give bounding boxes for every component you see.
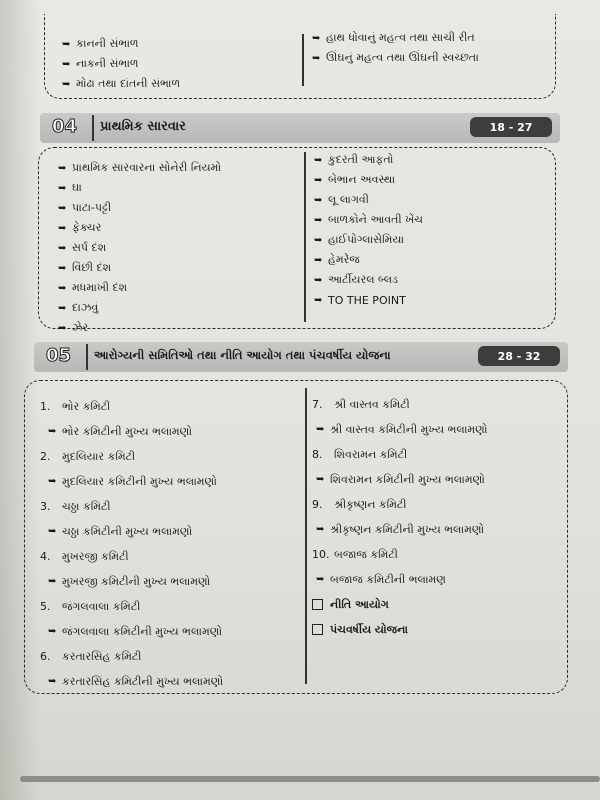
list-item: ➥ હેમરેજ [314,253,360,266]
list-item: ➥ મધમાખી દંશ [58,281,128,294]
committee-item: 5. જંગલવાલા કમિટી [40,599,141,613]
recommendation-item: ➥ જંગલવાલા કમિટીની મુખ્ય ભલામણો [48,624,223,638]
header-divider [86,344,88,370]
list-item: ➥ લૂ લાગવી [314,193,369,206]
committee-item: 6. કરતારસિંહ કમિટી [40,649,142,663]
section-04-divider [304,152,306,322]
list-item: ➥ બેભાન અવસ્થા [314,173,396,186]
recommendation-item: ➥ મુખરજી કમિટીની મુખ્ય ભલામણો [48,574,211,588]
top-left-list [62,34,180,94]
section-05-divider [305,388,307,684]
list-item: ➥ સર્પ દંશ [58,241,107,254]
list-item: ➥ ઊંઘનું મહત્વ તથા ઊંઘની સ્વચ્છતા [312,51,479,64]
recommendation-item: ➥ ભોર કમિટીની મુખ્ય ભલામણો [48,424,193,438]
top-right-list [312,28,479,68]
committee-item: 7. શ્રી વાસ્તવ કમિટી [312,397,410,411]
recommendation-item: ➥ ચઠ્ઠા કમિટીની મુખ્ય ભલામણો [48,524,193,538]
recommendation-item: ➥ કરતારસિંહ કમિટીની મુખ્ય ભલામણો [48,674,224,688]
section-05-left-list [40,394,223,694]
list-item: ➥ પ્રાથમિક સારવારના સોનેરી નિયમો [58,161,222,174]
committee-item: 2. મુદલિયાર કમિટી [40,449,136,463]
top-section-divider [302,34,304,86]
list-item: ➥ ફેક્ચર [58,221,102,234]
committee-item: 1. ભોર કમિટી [40,399,111,413]
checkbox-item: પંચવર્ષીય યોજના [312,617,488,642]
checkbox-icon [312,624,323,635]
section-title: પ્રાથમિક સારવાર [100,119,186,134]
list-item: ➥ બાળકોને આવતી ખેંચ [314,213,423,226]
section-title: આરોગ્યની સમિતિઓ તથા નીતિ આયોગ તથા પંચવર્ષીય યોજના [94,348,391,362]
section-05-header [34,342,568,372]
committee-item: 8. શિવરામન કમિટી [312,447,408,461]
list-item: ➥ હાઈપોગ્લાસેમિયા [314,233,405,246]
list-item: ➥ કાનની સંભાળ [62,37,139,50]
list-item: ➥ ઘા [58,181,82,194]
section-04-header [40,113,560,143]
list-item: ➥ વિંછી દંશ [58,261,112,274]
page-range-badge: 18 - 27 [470,117,552,137]
list-item: ➥ કુદરતી આફતો [314,153,394,166]
committee-item: 4. મુખરજી કમિટી [40,549,129,563]
list-item: ➥ હાથ ધોવાનું મહત્વ તથા સાચી રીત [312,31,475,44]
checkbox-icon [312,599,323,610]
page-range-badge: 28 - 32 [478,346,560,366]
list-item: ➥ TO THE POINT [314,293,406,307]
section-number: 05 [46,345,72,366]
header-divider [92,115,94,141]
checkbox-item: નીતિ આયોગ [312,592,488,617]
list-item: ➥ દાઝવું [58,301,99,314]
section-04-right-list [314,150,423,310]
recommendation-item: ➥ શિવરામન કમિટીની મુખ્ય ભલામણો [316,472,485,486]
bottom-bar [20,776,600,782]
committee-item: 3. ચઠ્ઠા કમિટી [40,499,111,513]
list-item: ➥ મોઢા તથા દાંતની સંભાળ [62,77,181,90]
list-item: ➥ આર્ટીયરલ બ્લડ [314,273,399,286]
recommendation-item: ➥ મુદલિયાર કમિટીની મુખ્ય ભલામણો [48,474,217,488]
section-04-left-list [58,158,221,338]
list-item: ➥ નાકની સંભાળ [62,57,139,70]
section-05-right-list [312,392,488,642]
committee-item: 10. બજાજ કમિટી [312,547,398,561]
recommendation-item: ➥ શ્રીકૃષ્ણન કમિટીની મુખ્ય ભલામણો [316,522,485,536]
committee-item: 9. શ્રીકૃષ્ણન કમિટી [312,497,407,511]
list-item: ➥ પાટા-પટ્ટી [58,201,112,214]
section-number: 04 [52,116,78,137]
recommendation-item: ➥ શ્રી વાસ્તવ કમિટીની મુખ્ય ભલામણો [316,422,488,436]
recommendation-item: ➥ બજાજ કમિટીની ભલામણ [316,572,446,586]
list-item: ➥ ઝેર [58,321,89,334]
